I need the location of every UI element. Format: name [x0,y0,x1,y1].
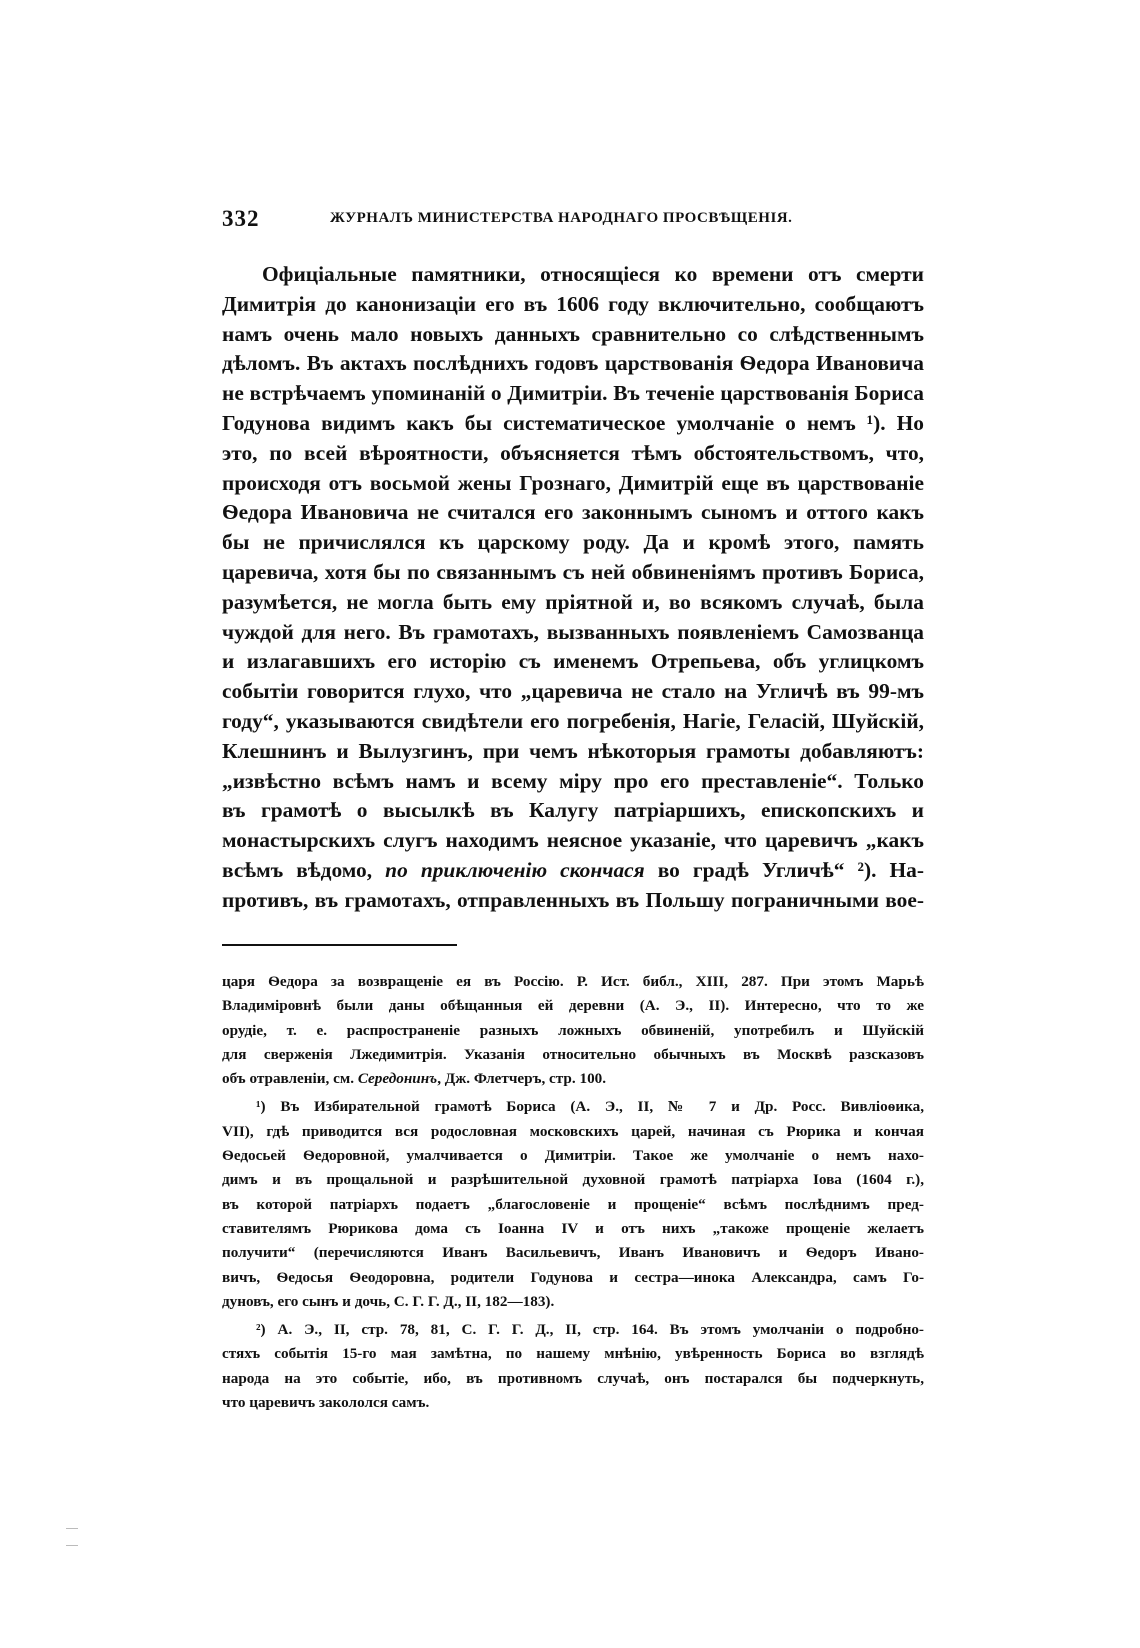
footnote-line: получити“ (перечисляются Иванъ Васильевичъ, Иванъ Ивановичъ и Ѳедоръ Ивано- [222,1244,924,1262]
body-line: бы не причислялся къ царскому роду. Да и кромѣ этого, память [222,530,924,555]
body-line: противъ, въ грамотахъ, отправленныхъ въ Польшу пограничными вое- [222,887,924,912]
footnote-line: что царевичъ закололся самъ. [222,1394,430,1412]
footnote-line [222,1067,924,1091]
footnote-line: стяхъ событія 15-го мая замѣтна, по нашему мнѣнію, увѣренность Бориса во взглядѣ [222,1345,924,1363]
body-line: чуждой для него. Въ грамотахъ, вызванныхъ появленіемъ Самозванца [222,619,924,644]
footnote-line: Ѳедосьей Ѳедоровной, умалчивается о Димитріи. Такое же умолчаніе о немъ нахо- [222,1147,924,1165]
scan-mark [66,1528,78,1529]
body-line: не встрѣчаемъ упоминаній о Димитріи. Въ теченіе царствованія Бориса [222,381,924,406]
body-line: разумѣется, не могла быть ему пріятной и, во всякомъ случаѣ, была [222,589,924,614]
body-line: Димитрія до канонизаціи его въ 1606 году включительно, сообщаютъ [222,291,924,316]
body-line: царевича, хотя бы по связаннымъ съ ней обвиненіямъ противъ Бориса, [222,559,924,584]
body-line: дѣломъ. Въ актахъ послѣднихъ годовъ царствованія Ѳедора Ивановича [222,351,924,376]
footnote-separator [222,944,457,946]
body-line: намъ очень мало новыхъ данныхъ сравнительно со слѣдственнымъ [222,321,924,346]
body-line: Офиціальные памятники, относящіеся ко времени отъ смерти [262,262,924,286]
scan-mark [66,1545,78,1546]
footnote-1 [222,1095,924,1314]
body-line: это, по всей вѣроятности, объясняется тѣмъ обстоятельствомъ, что, [222,440,924,465]
body-line: въ грамотѣ о высылкѣ въ Калугу патріаршихъ, епископскихъ и [222,798,924,823]
body-line: „извѣстно всѣмъ намъ и всему міру про его преставленіе“. Только [222,768,924,793]
footnote-line: ²) А. Э., II, стр. 78, 81, С. Г. Г. Д., II, стр. 164. Въ этомъ умолчаніи о подробно- [256,1321,924,1339]
body-line: монастырскихъ слугъ находимъ неясное указаніе, что царевичъ „какъ [222,828,924,853]
footnote-line: орудіе, т. е. распространеніе разныхъ ложныхъ обвиненій, употребилъ и Шуйскій [222,1021,924,1039]
main-text [222,260,924,916]
footnote-line: ¹) Въ Избирательной грамотѣ Бориса (А. Э., II, № 7 и Др. Росс. Вивліоѳика, [256,1098,924,1116]
footnote-continuation [222,970,924,1091]
italic-quote: по приключенію скончася [385,857,645,882]
footnote-line: Владиміровнѣ были даны обѣщанныя ей деревни (А. Э., II). Интересно, что то же [222,997,924,1015]
footnote-line: вичъ, Ѳедосья Ѳеодоровна, родители Годунова и сестра—инока Александра, самъ Го- [222,1268,924,1286]
footnote-line: для сверженія Лжедимитрія. Указанія относительно обычныхъ въ Москвѣ разсказовъ [222,1045,924,1063]
page-number: 332 [222,206,260,231]
body-line: Ѳедора Ивановича не считался его законнымъ сыномъ и оттого какъ [222,500,924,525]
footnote-line: димъ и въ прощальной и разрѣшительной духовной грамотѣ патріарха Іова (1604 г.), [222,1171,924,1189]
body-line: году“, указываются свидѣтели его погребенія, Нагіе, Геласій, Шуйскій, [222,708,924,733]
footnote-text-segment: , Дж. Флетчеръ, стр. 100. [437,1070,607,1088]
footnotes [222,970,924,1419]
body-line-with-italic [222,856,924,886]
footnote-line: дуновъ, его сынъ и дочь, С. Г. Г. Д., II, 182—183). [222,1292,555,1310]
body-line: и излагавшихъ его исторію съ именемъ Отрепьева, объ углицкомъ [222,649,924,674]
body-line: Годунова видимъ какъ бы систематическое умолчаніе о немъ ¹). Но [222,410,924,435]
cited-author: Середонинъ [357,1070,438,1088]
body-text-segment: во градѣ Угличѣ“ ²). На- [657,857,924,882]
body-line: Клешнинъ и Вылузгинъ, при чемъ нѣкоторыя грамоты добавляютъ: [222,738,924,763]
footnote-line: царя Ѳедора за возвращеніе ея въ Россію. Р. Ист. библ., XIII, 287. При этомъ Марьѣ [222,973,924,990]
footnote-line: въ которой патріархъ подаетъ „благословеніе и прощеніе“ всѣмъ послѣднимъ пред- [222,1195,924,1213]
footnote-line: ставителямъ Рюрикова дома съ Іоанна IV и отъ нихъ „такоже прощеніе желаетъ [222,1219,924,1237]
footnote-2 [222,1318,924,1415]
footnote-line: народа на это событіе, ибо, въ противномъ случаѣ, онъ постарался бы подчеркнуть, [222,1369,924,1387]
footnote-text-segment: объ отравленіи, см. [222,1070,355,1088]
body-line: происходя отъ восьмой жены Грознаго, Димитрій еще въ царствованіе [222,470,924,495]
body-line: событіи говорится глухо, что „царевича не стало на Угличѣ въ 99-мъ [222,679,924,704]
body-text-segment: всѣмъ вѣдомо, [222,857,373,882]
journal-title: ЖУРНАЛЪ МИНИСТЕРСТВА НАРОДНАГО ПРОСВѢЩЕНІЯ. [330,210,793,226]
margin-scan-marks [66,1528,80,1568]
footnote-line: VII), гдѣ приводится вся родословная московскихъ царей, начиная съ Рюрика и кончая [222,1122,924,1140]
running-head [222,206,922,232]
